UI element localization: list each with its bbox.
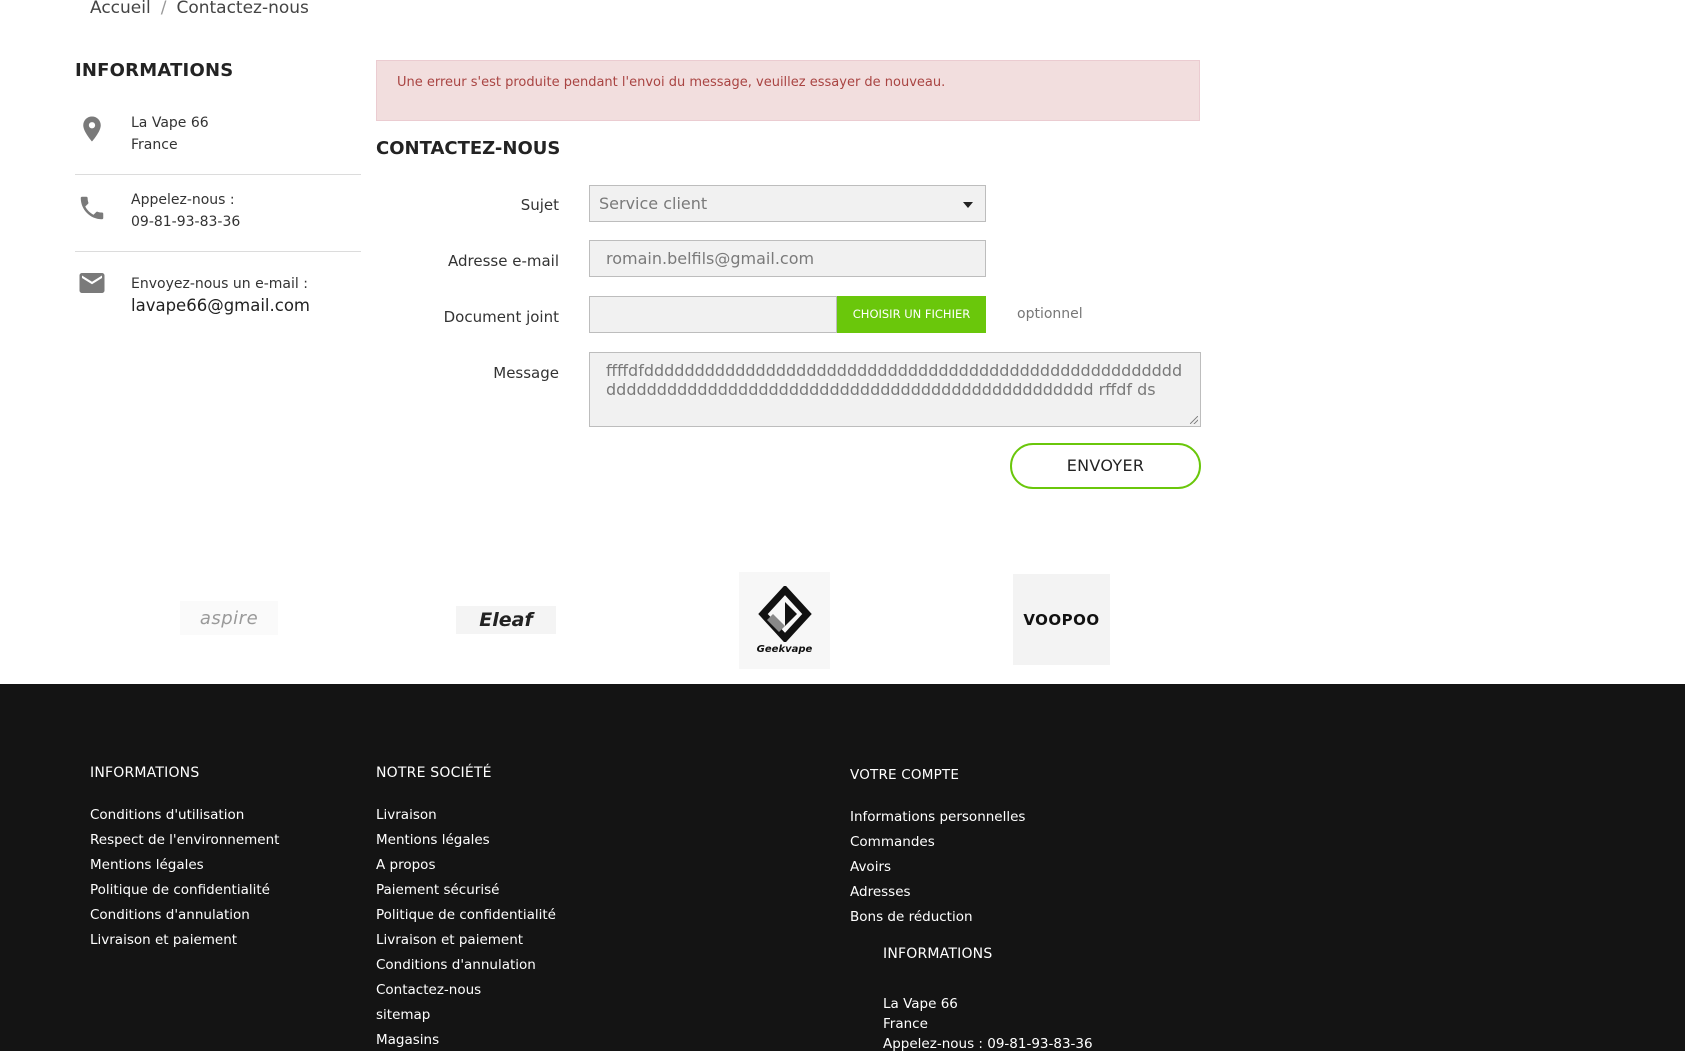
footer-link[interactable]: Livraison [376,807,437,823]
footer-link[interactable]: Avoirs [850,859,892,875]
brand-logo-voopoo[interactable] [1013,574,1110,665]
footer-link[interactable]: Conditions d'utilisation [90,807,245,823]
brand-logo-aspire[interactable] [180,601,278,635]
message-textarea-value: ffffdfddddddddddddddddddddddddddddddddddddddddddddddddddddddddddddddddddddddddddddddddddddddddddddddddddddd rffdf ds [606,361,1183,399]
footer-col1-links [90,803,279,953]
breadcrumb-current: Contactez-nous [176,0,309,18]
brand-logo-geekvape[interactable] [739,572,830,669]
footer-store-title: INFORMATIONS [883,946,993,962]
footer-link[interactable]: Magasins [376,1032,440,1048]
sidebar-email-block [75,262,361,324]
geekvape-logo-icon [757,586,813,642]
breadcrumb-separator: / [160,0,167,18]
email-label: Adresse e-mail [448,252,559,270]
phone-icon [77,193,107,223]
envelope-icon [77,268,107,298]
message-label: Message [493,364,559,382]
footer-col2-title: NOTRE SOCIÉTÉ [376,765,492,781]
footer-link[interactable]: Informations personnelles [850,809,1026,825]
footer-link[interactable]: Politique de confidentialité [90,882,270,898]
sidebar-title: INFORMATIONS [75,60,234,81]
footer-link[interactable]: Mentions légales [376,832,490,848]
caret-down-icon [963,202,973,208]
footer-link[interactable]: A propos [376,857,436,873]
footer-store-phone: Appelez-nous : 09-81-93-83-36 [883,1036,1093,1052]
brand-logo-eleaf[interactable] [456,606,556,634]
sidebar-email-label: Envoyez-nous un e-mail : [131,276,308,292]
sidebar-email-value[interactable]: lavape66@gmail.com [131,296,311,315]
footer-link[interactable]: Adresses [850,884,911,900]
email-field[interactable]: romain.belfils@gmail.com [589,240,986,277]
footer-link[interactable]: Conditions d'annulation [90,907,250,923]
brand-eleaf-text: Eleaf [479,609,533,631]
sidebar-address-line2: France [131,137,178,153]
sidebar-address-line1: La Vape 66 [131,115,209,131]
form-title: CONTACTEZ-NOUS [376,138,561,159]
subject-select-value: Service client [599,194,708,213]
footer-link[interactable]: Commandes [850,834,935,850]
subject-label: Sujet [520,196,559,214]
footer-store-line2: France [883,1016,928,1032]
footer-link[interactable]: Mentions légales [90,857,204,873]
choose-file-button[interactable]: CHOISIR UN FICHIER [837,296,986,333]
footer-col3-title: VOTRE COMPTE [850,767,960,783]
footer-col3-links [850,805,1025,930]
breadcrumb-home-link[interactable]: Accueil [90,0,151,18]
footer-link[interactable]: sitemap [376,1007,431,1023]
sidebar-phone-label: Appelez-nous : [131,192,235,208]
error-alert-text: Une erreur s'est produite pendant l'envoi du message, veuillez essayer de nouveau. [397,75,946,90]
footer-link[interactable]: Conditions d'annulation [376,957,536,973]
footer-link[interactable]: Bons de réduction [850,909,973,925]
footer-link[interactable]: Livraison et paiement [376,932,524,948]
attachment-label: Document joint [443,308,559,326]
footer-store-line1: La Vape 66 [883,996,958,1012]
attachment-filename-field[interactable] [589,296,837,333]
subject-select[interactable] [589,185,986,222]
error-alert [376,60,1200,121]
brand-voopoo-text: VOOPOO [1023,610,1100,629]
breadcrumb [90,0,309,18]
location-pin-icon [77,114,107,144]
footer-link[interactable]: Livraison et paiement [90,932,238,948]
message-textarea[interactable] [589,352,1201,427]
send-button[interactable]: ENVOYER [1010,443,1201,489]
sidebar-phone-value[interactable]: 09-81-93-83-36 [131,214,241,230]
brand-aspire-text: aspire [199,607,259,629]
sidebar-address-block [75,108,361,175]
footer-link[interactable]: Contactez-nous [376,982,482,998]
brand-geekvape-text: Geekvape [756,644,813,655]
footer-link[interactable]: Respect de l'environnement [90,832,280,848]
resize-grip-icon[interactable] [1190,416,1198,424]
sidebar-phone-block [75,185,361,252]
footer-col2-links [376,803,556,1053]
footer-link[interactable]: Paiement sécurisé [376,882,500,898]
footer-store-info [883,994,1093,1054]
footer-col1-title: INFORMATIONS [90,765,200,781]
attachment-optional-hint: optionnel [1017,306,1083,322]
footer-link[interactable]: Politique de confidentialité [376,907,556,923]
